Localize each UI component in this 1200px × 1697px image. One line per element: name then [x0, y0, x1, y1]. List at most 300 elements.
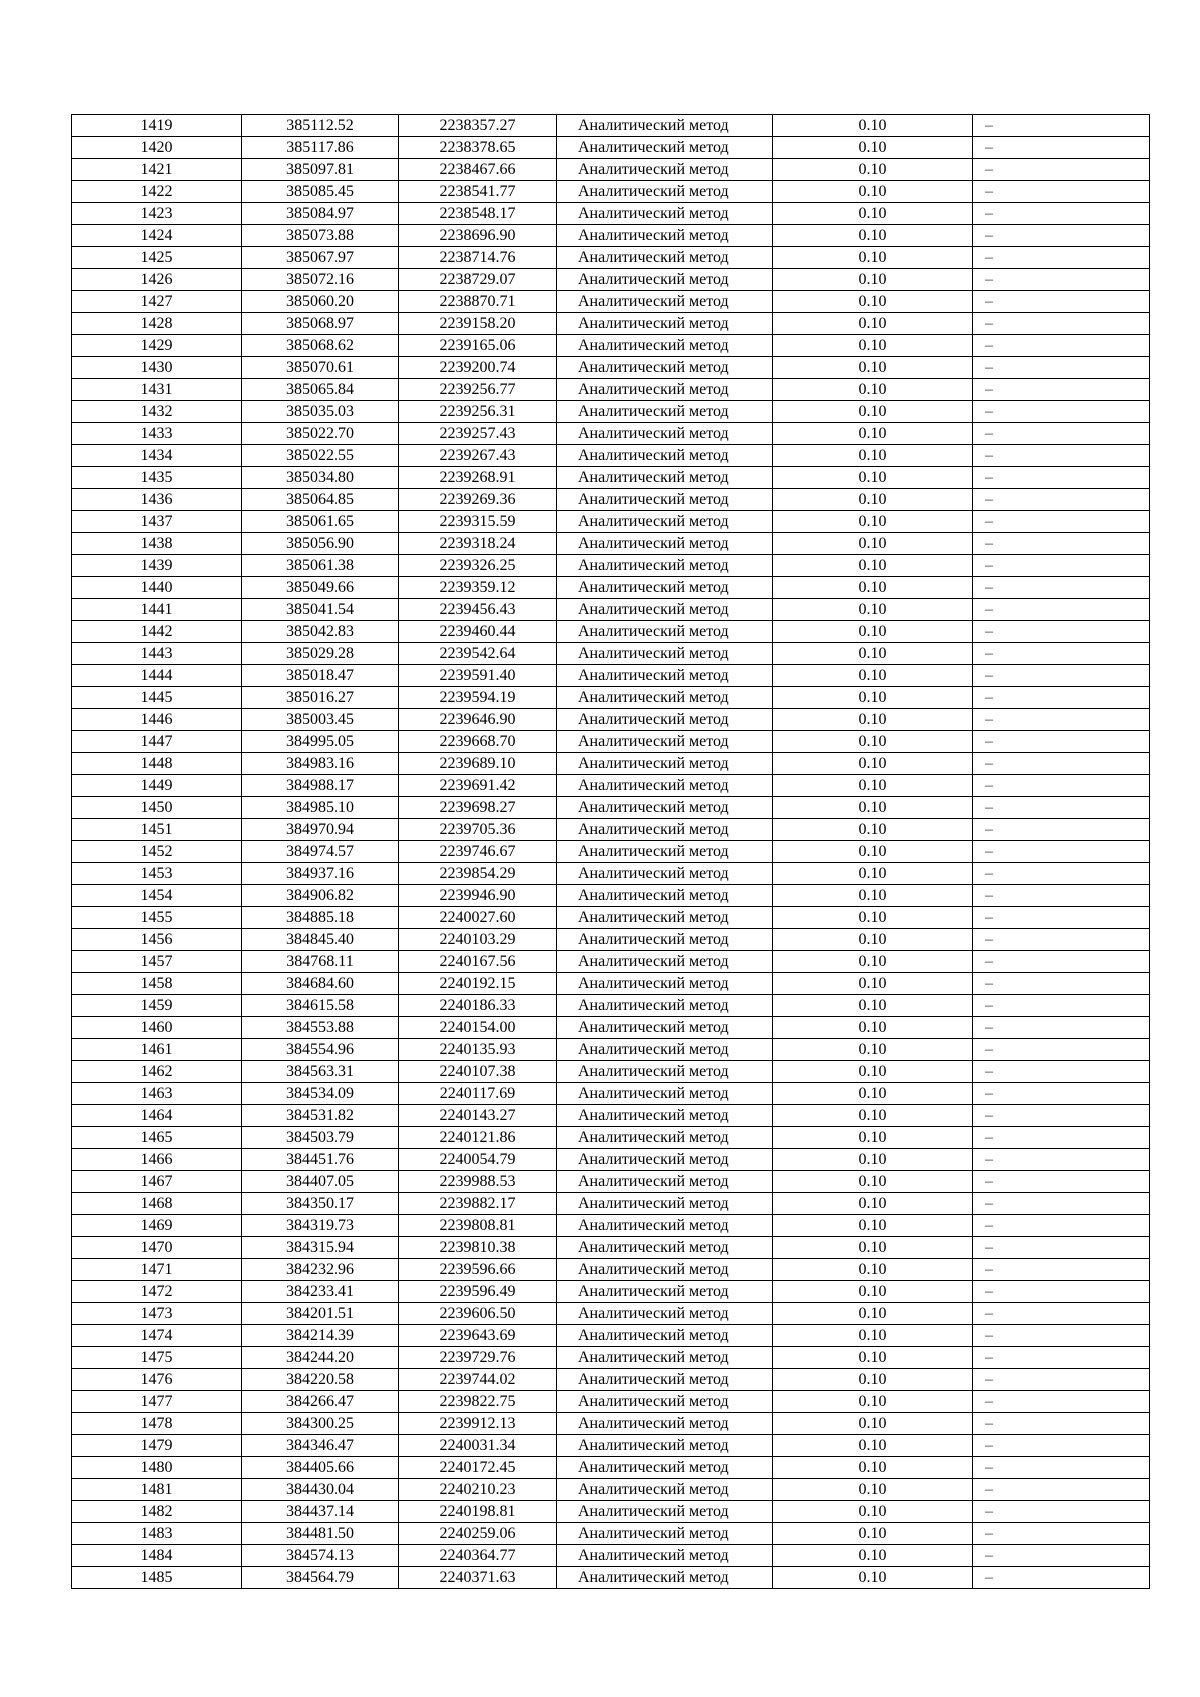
precision-cell: 0.10: [773, 203, 973, 225]
table-row: [72, 1413, 1150, 1435]
method-cell: Аналитический метод: [557, 665, 773, 687]
x-coordinate-cell: 384531.82: [242, 1105, 399, 1127]
method-cell: Аналитический метод: [557, 621, 773, 643]
x-coordinate-cell: 384615.58: [242, 995, 399, 1017]
x-coordinate-cell: 384315.94: [242, 1237, 399, 1259]
table-row: [72, 401, 1150, 423]
x-coordinate-cell: 384201.51: [242, 1303, 399, 1325]
table-row: [72, 819, 1150, 841]
precision-cell: 0.10: [773, 137, 973, 159]
point-number-cell: 1443: [72, 643, 242, 665]
description-cell: –: [973, 973, 1150, 995]
point-number-cell: 1481: [72, 1479, 242, 1501]
x-coordinate-cell: 384430.04: [242, 1479, 399, 1501]
precision-cell: 0.10: [773, 687, 973, 709]
method-cell: Аналитический метод: [557, 1127, 773, 1149]
x-coordinate-cell: 384503.79: [242, 1127, 399, 1149]
point-number-cell: 1456: [72, 929, 242, 951]
point-number-cell: 1485: [72, 1567, 242, 1589]
precision-cell: 0.10: [773, 1545, 973, 1567]
x-coordinate-cell: 384845.40: [242, 929, 399, 951]
x-coordinate-cell: 384300.25: [242, 1413, 399, 1435]
description-cell: –: [973, 1127, 1150, 1149]
method-cell: Аналитический метод: [557, 291, 773, 313]
description-cell: –: [973, 1413, 1150, 1435]
y-coordinate-cell: 2239200.74: [399, 357, 557, 379]
method-cell: Аналитический метод: [557, 1083, 773, 1105]
point-number-cell: 1459: [72, 995, 242, 1017]
precision-cell: 0.10: [773, 1259, 973, 1281]
x-coordinate-cell: 385072.16: [242, 269, 399, 291]
precision-cell: 0.10: [773, 1369, 973, 1391]
precision-cell: 0.10: [773, 1391, 973, 1413]
y-coordinate-cell: 2240143.27: [399, 1105, 557, 1127]
method-cell: Аналитический метод: [557, 577, 773, 599]
method-cell: Аналитический метод: [557, 643, 773, 665]
y-coordinate-cell: 2239456.43: [399, 599, 557, 621]
precision-cell: 0.10: [773, 511, 973, 533]
x-coordinate-cell: 384885.18: [242, 907, 399, 929]
table-row: [72, 731, 1150, 753]
method-cell: Аналитический метод: [557, 951, 773, 973]
precision-cell: 0.10: [773, 643, 973, 665]
y-coordinate-cell: 2240172.45: [399, 1457, 557, 1479]
y-coordinate-cell: 2239988.53: [399, 1171, 557, 1193]
description-cell: –: [973, 1435, 1150, 1457]
table-row: [72, 665, 1150, 687]
description-cell: –: [973, 1325, 1150, 1347]
method-cell: Аналитический метод: [557, 775, 773, 797]
table-row: [72, 1193, 1150, 1215]
method-cell: Аналитический метод: [557, 1369, 773, 1391]
table-row: [72, 1325, 1150, 1347]
x-coordinate-cell: 384350.17: [242, 1193, 399, 1215]
y-coordinate-cell: 2239315.59: [399, 511, 557, 533]
y-coordinate-cell: 2240054.79: [399, 1149, 557, 1171]
x-coordinate-cell: 385061.65: [242, 511, 399, 533]
precision-cell: 0.10: [773, 1083, 973, 1105]
point-number-cell: 1449: [72, 775, 242, 797]
precision-cell: 0.10: [773, 1303, 973, 1325]
description-cell: –: [973, 137, 1150, 159]
description-cell: –: [973, 269, 1150, 291]
x-coordinate-cell: 385034.80: [242, 467, 399, 489]
x-coordinate-cell: 385073.88: [242, 225, 399, 247]
precision-cell: 0.10: [773, 291, 973, 313]
point-number-cell: 1427: [72, 291, 242, 313]
table-row: [72, 489, 1150, 511]
description-cell: –: [973, 1501, 1150, 1523]
y-coordinate-cell: 2239359.12: [399, 577, 557, 599]
x-coordinate-cell: 385060.20: [242, 291, 399, 313]
x-coordinate-cell: 384405.66: [242, 1457, 399, 1479]
point-number-cell: 1473: [72, 1303, 242, 1325]
method-cell: Аналитический метод: [557, 1259, 773, 1281]
x-coordinate-cell: 384988.17: [242, 775, 399, 797]
method-cell: Аналитический метод: [557, 401, 773, 423]
table-row: [72, 1567, 1150, 1589]
precision-cell: 0.10: [773, 1413, 973, 1435]
y-coordinate-cell: 2239698.27: [399, 797, 557, 819]
point-number-cell: 1445: [72, 687, 242, 709]
y-coordinate-cell: 2239705.36: [399, 819, 557, 841]
point-number-cell: 1422: [72, 181, 242, 203]
table-row: [72, 1017, 1150, 1039]
x-coordinate-cell: 385067.97: [242, 247, 399, 269]
method-cell: Аналитический метод: [557, 973, 773, 995]
description-cell: –: [973, 885, 1150, 907]
precision-cell: 0.10: [773, 247, 973, 269]
precision-cell: 0.10: [773, 467, 973, 489]
table-row: [72, 203, 1150, 225]
method-cell: Аналитический метод: [557, 1303, 773, 1325]
precision-cell: 0.10: [773, 577, 973, 599]
description-cell: –: [973, 1105, 1150, 1127]
x-coordinate-cell: 385112.52: [242, 115, 399, 137]
y-coordinate-cell: 2239691.42: [399, 775, 557, 797]
precision-cell: 0.10: [773, 797, 973, 819]
table-row: [72, 137, 1150, 159]
method-cell: Аналитический метод: [557, 1215, 773, 1237]
precision-cell: 0.10: [773, 1523, 973, 1545]
description-cell: –: [973, 731, 1150, 753]
precision-cell: 0.10: [773, 313, 973, 335]
y-coordinate-cell: 2240117.69: [399, 1083, 557, 1105]
x-coordinate-cell: 385065.84: [242, 379, 399, 401]
x-coordinate-cell: 385029.28: [242, 643, 399, 665]
description-cell: –: [973, 181, 1150, 203]
method-cell: Аналитический метод: [557, 1457, 773, 1479]
table-row: [72, 291, 1150, 313]
table-row: [72, 1237, 1150, 1259]
table-row: [72, 1457, 1150, 1479]
precision-cell: 0.10: [773, 863, 973, 885]
description-cell: –: [973, 423, 1150, 445]
method-cell: Аналитический метод: [557, 1171, 773, 1193]
y-coordinate-cell: 2240107.38: [399, 1061, 557, 1083]
y-coordinate-cell: 2240210.23: [399, 1479, 557, 1501]
x-coordinate-cell: 385049.66: [242, 577, 399, 599]
method-cell: Аналитический метод: [557, 929, 773, 951]
precision-cell: 0.10: [773, 907, 973, 929]
y-coordinate-cell: 2239267.43: [399, 445, 557, 467]
point-number-cell: 1460: [72, 1017, 242, 1039]
precision-cell: 0.10: [773, 1171, 973, 1193]
table-row: [72, 1545, 1150, 1567]
x-coordinate-cell: 384574.13: [242, 1545, 399, 1567]
point-number-cell: 1419: [72, 115, 242, 137]
method-cell: Аналитический метод: [557, 599, 773, 621]
x-coordinate-cell: 384995.05: [242, 731, 399, 753]
precision-cell: 0.10: [773, 489, 973, 511]
table-row: [72, 1039, 1150, 1061]
x-coordinate-cell: 385035.03: [242, 401, 399, 423]
point-number-cell: 1441: [72, 599, 242, 621]
method-cell: Аналитический метод: [557, 1479, 773, 1501]
description-cell: –: [973, 291, 1150, 313]
point-number-cell: 1435: [72, 467, 242, 489]
point-number-cell: 1425: [72, 247, 242, 269]
table-row: [72, 423, 1150, 445]
point-number-cell: 1447: [72, 731, 242, 753]
precision-cell: 0.10: [773, 753, 973, 775]
point-number-cell: 1472: [72, 1281, 242, 1303]
x-coordinate-cell: 384983.16: [242, 753, 399, 775]
point-number-cell: 1478: [72, 1413, 242, 1435]
precision-cell: 0.10: [773, 1149, 973, 1171]
point-number-cell: 1438: [72, 533, 242, 555]
y-coordinate-cell: 2239256.77: [399, 379, 557, 401]
description-cell: –: [973, 379, 1150, 401]
y-coordinate-cell: 2239256.31: [399, 401, 557, 423]
description-cell: –: [973, 951, 1150, 973]
table-row: [72, 467, 1150, 489]
y-coordinate-cell: 2240027.60: [399, 907, 557, 929]
description-cell: –: [973, 115, 1150, 137]
point-number-cell: 1484: [72, 1545, 242, 1567]
table-row: [72, 159, 1150, 181]
table-row: [72, 687, 1150, 709]
method-cell: Аналитический метод: [557, 797, 773, 819]
description-cell: –: [973, 313, 1150, 335]
point-number-cell: 1437: [72, 511, 242, 533]
method-cell: Аналитический метод: [557, 1039, 773, 1061]
x-coordinate-cell: 384407.05: [242, 1171, 399, 1193]
point-number-cell: 1471: [72, 1259, 242, 1281]
x-coordinate-cell: 384768.11: [242, 951, 399, 973]
method-cell: Аналитический метод: [557, 1237, 773, 1259]
description-cell: –: [973, 709, 1150, 731]
x-coordinate-cell: 384232.96: [242, 1259, 399, 1281]
precision-cell: 0.10: [773, 709, 973, 731]
description-cell: –: [973, 1281, 1150, 1303]
y-coordinate-cell: 2239606.50: [399, 1303, 557, 1325]
table-row: [72, 1281, 1150, 1303]
precision-cell: 0.10: [773, 1501, 973, 1523]
point-number-cell: 1470: [72, 1237, 242, 1259]
description-cell: –: [973, 775, 1150, 797]
x-coordinate-cell: 385016.27: [242, 687, 399, 709]
method-cell: Аналитический метод: [557, 1435, 773, 1457]
table-row: [72, 357, 1150, 379]
point-number-cell: 1453: [72, 863, 242, 885]
description-cell: –: [973, 247, 1150, 269]
y-coordinate-cell: 2240031.34: [399, 1435, 557, 1457]
y-coordinate-cell: 2239591.40: [399, 665, 557, 687]
method-cell: Аналитический метод: [557, 841, 773, 863]
point-number-cell: 1468: [72, 1193, 242, 1215]
precision-cell: 0.10: [773, 335, 973, 357]
y-coordinate-cell: 2239744.02: [399, 1369, 557, 1391]
x-coordinate-cell: 385097.81: [242, 159, 399, 181]
method-cell: Аналитический метод: [557, 511, 773, 533]
x-coordinate-cell: 385041.54: [242, 599, 399, 621]
method-cell: Аналитический метод: [557, 489, 773, 511]
x-coordinate-cell: 384266.47: [242, 1391, 399, 1413]
precision-cell: 0.10: [773, 775, 973, 797]
point-number-cell: 1446: [72, 709, 242, 731]
x-coordinate-cell: 385064.85: [242, 489, 399, 511]
description-cell: –: [973, 599, 1150, 621]
precision-cell: 0.10: [773, 1325, 973, 1347]
precision-cell: 0.10: [773, 1347, 973, 1369]
method-cell: Аналитический метод: [557, 885, 773, 907]
precision-cell: 0.10: [773, 731, 973, 753]
method-cell: Аналитический метод: [557, 753, 773, 775]
description-cell: –: [973, 577, 1150, 599]
point-number-cell: 1461: [72, 1039, 242, 1061]
precision-cell: 0.10: [773, 599, 973, 621]
x-coordinate-cell: 385022.70: [242, 423, 399, 445]
y-coordinate-cell: 2239257.43: [399, 423, 557, 445]
method-cell: Аналитический метод: [557, 379, 773, 401]
point-number-cell: 1421: [72, 159, 242, 181]
table-row: [72, 1479, 1150, 1501]
point-number-cell: 1423: [72, 203, 242, 225]
y-coordinate-cell: 2239822.75: [399, 1391, 557, 1413]
y-coordinate-cell: 2240192.15: [399, 973, 557, 995]
method-cell: Аналитический метод: [557, 115, 773, 137]
precision-cell: 0.10: [773, 1061, 973, 1083]
method-cell: Аналитический метод: [557, 709, 773, 731]
y-coordinate-cell: 2239542.64: [399, 643, 557, 665]
precision-cell: 0.10: [773, 401, 973, 423]
description-cell: –: [973, 1457, 1150, 1479]
x-coordinate-cell: 384563.31: [242, 1061, 399, 1083]
description-cell: –: [973, 555, 1150, 577]
x-coordinate-cell: 385061.38: [242, 555, 399, 577]
description-cell: –: [973, 357, 1150, 379]
description-cell: –: [973, 1523, 1150, 1545]
point-number-cell: 1452: [72, 841, 242, 863]
description-cell: –: [973, 665, 1150, 687]
table-row: [72, 1303, 1150, 1325]
x-coordinate-cell: 385084.97: [242, 203, 399, 225]
y-coordinate-cell: 2239269.36: [399, 489, 557, 511]
method-cell: Аналитический метод: [557, 1017, 773, 1039]
precision-cell: 0.10: [773, 423, 973, 445]
point-number-cell: 1479: [72, 1435, 242, 1457]
table-row: [72, 995, 1150, 1017]
table-body: [72, 115, 1150, 1589]
x-coordinate-cell: 384451.76: [242, 1149, 399, 1171]
point-number-cell: 1462: [72, 1061, 242, 1083]
method-cell: Аналитический метод: [557, 137, 773, 159]
method-cell: Аналитический метод: [557, 863, 773, 885]
x-coordinate-cell: 384564.79: [242, 1567, 399, 1589]
table-row: [72, 379, 1150, 401]
precision-cell: 0.10: [773, 1457, 973, 1479]
y-coordinate-cell: 2238696.90: [399, 225, 557, 247]
point-number-cell: 1454: [72, 885, 242, 907]
y-coordinate-cell: 2238357.27: [399, 115, 557, 137]
description-cell: –: [973, 1545, 1150, 1567]
x-coordinate-cell: 384346.47: [242, 1435, 399, 1457]
y-coordinate-cell: 2239668.70: [399, 731, 557, 753]
description-cell: –: [973, 1039, 1150, 1061]
x-coordinate-cell: 385042.83: [242, 621, 399, 643]
description-cell: –: [973, 1171, 1150, 1193]
point-number-cell: 1444: [72, 665, 242, 687]
x-coordinate-cell: 384214.39: [242, 1325, 399, 1347]
description-cell: –: [973, 1017, 1150, 1039]
x-coordinate-cell: 384481.50: [242, 1523, 399, 1545]
precision-cell: 0.10: [773, 995, 973, 1017]
description-cell: –: [973, 995, 1150, 1017]
description-cell: –: [973, 1259, 1150, 1281]
table-row: [72, 643, 1150, 665]
description-cell: –: [973, 335, 1150, 357]
y-coordinate-cell: 2239594.19: [399, 687, 557, 709]
table-row: [72, 1435, 1150, 1457]
description-cell: –: [973, 1479, 1150, 1501]
x-coordinate-cell: 385068.62: [242, 335, 399, 357]
description-cell: –: [973, 1567, 1150, 1589]
table-row: [72, 511, 1150, 533]
method-cell: Аналитический метод: [557, 1193, 773, 1215]
method-cell: Аналитический метод: [557, 335, 773, 357]
point-number-cell: 1440: [72, 577, 242, 599]
method-cell: Аналитический метод: [557, 423, 773, 445]
x-coordinate-cell: 384906.82: [242, 885, 399, 907]
method-cell: Аналитический метод: [557, 269, 773, 291]
table-row: [72, 269, 1150, 291]
method-cell: Аналитический метод: [557, 357, 773, 379]
table-row: [72, 951, 1150, 973]
precision-cell: 0.10: [773, 269, 973, 291]
point-number-cell: 1465: [72, 1127, 242, 1149]
point-number-cell: 1430: [72, 357, 242, 379]
method-cell: Аналитический метод: [557, 203, 773, 225]
y-coordinate-cell: 2240154.00: [399, 1017, 557, 1039]
y-coordinate-cell: 2240121.86: [399, 1127, 557, 1149]
precision-cell: 0.10: [773, 1105, 973, 1127]
description-cell: –: [973, 797, 1150, 819]
method-cell: Аналитический метод: [557, 687, 773, 709]
point-number-cell: 1424: [72, 225, 242, 247]
y-coordinate-cell: 2238729.07: [399, 269, 557, 291]
point-number-cell: 1469: [72, 1215, 242, 1237]
method-cell: Аналитический метод: [557, 533, 773, 555]
y-coordinate-cell: 2240167.56: [399, 951, 557, 973]
x-coordinate-cell: 384974.57: [242, 841, 399, 863]
precision-cell: 0.10: [773, 973, 973, 995]
table-row: [72, 1149, 1150, 1171]
y-coordinate-cell: 2239318.24: [399, 533, 557, 555]
point-number-cell: 1451: [72, 819, 242, 841]
x-coordinate-cell: 385022.55: [242, 445, 399, 467]
precision-cell: 0.10: [773, 819, 973, 841]
description-cell: –: [973, 753, 1150, 775]
x-coordinate-cell: 385085.45: [242, 181, 399, 203]
point-number-cell: 1450: [72, 797, 242, 819]
method-cell: Аналитический метод: [557, 1281, 773, 1303]
point-number-cell: 1458: [72, 973, 242, 995]
point-number-cell: 1480: [72, 1457, 242, 1479]
x-coordinate-cell: 384554.96: [242, 1039, 399, 1061]
y-coordinate-cell: 2239854.29: [399, 863, 557, 885]
x-coordinate-cell: 384534.09: [242, 1083, 399, 1105]
table-row: [72, 225, 1150, 247]
method-cell: Аналитический метод: [557, 225, 773, 247]
y-coordinate-cell: 2239808.81: [399, 1215, 557, 1237]
method-cell: Аналитический метод: [557, 1325, 773, 1347]
x-coordinate-cell: 385068.97: [242, 313, 399, 335]
point-number-cell: 1467: [72, 1171, 242, 1193]
table-row: [72, 1105, 1150, 1127]
description-cell: –: [973, 225, 1150, 247]
x-coordinate-cell: 385117.86: [242, 137, 399, 159]
